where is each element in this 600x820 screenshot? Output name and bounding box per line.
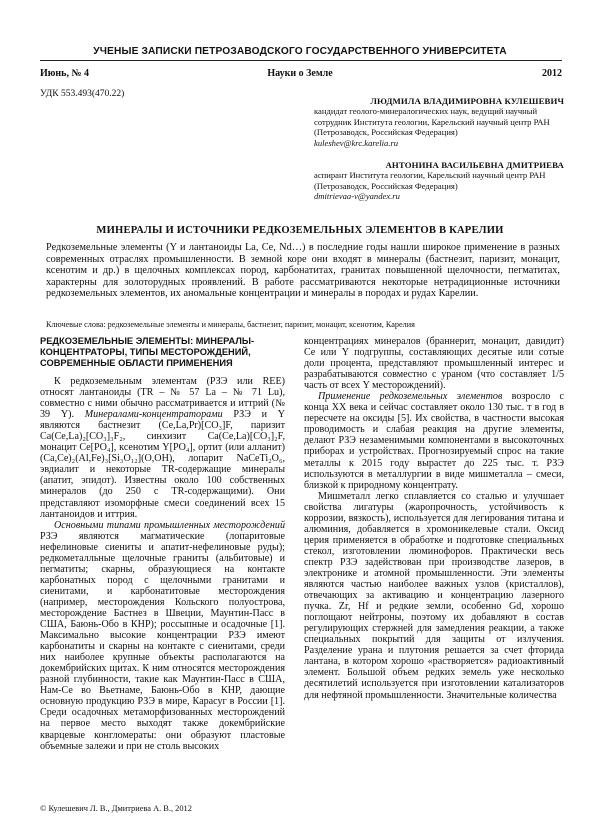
author-email[interactable]: dmitrievaa-v@yandex.ru [314,191,400,202]
text-run: возросло с конца XX века и сейчас составляет около 130 тыс. т в год в пересчете на оксиды [5]. Их свойства, в частности высокая проводимость и слабая реакция на другие элементы, делают РЗЭ незаменимыми компонентами в высокоточных приборах и устройствах. Прогнозируемый спрос на такие металлы к 2015 году вырастет до 225 тыс. т. РЗЭ используются в металлургии в виде мишметалла – смеси, близкой к природному концентрату. [304,391,564,491]
paragraph: Мишметалл легко сплавляется со сталью и улучшает свойства лигатуры (жаропрочность, устойчивость к коррозии, вязкость), используется для легирования титана и алюминия, добавляется в хромоникелевые стали. Оксид церия применяется в обработке и подготовке специальных стекол, изготовлении люминофоров. Практически весь спектр РЗЭ задействован при производстве лазеров, в электронике и атомной промышленности. Эти элементы являются частью наиболее важных узлов (кристаллов), отвечающих за активацию и концентрацию лазерного пучка. Zr, Hf и редкие земли, особенно Gd, хорошо поглощают нейтроны, поэтому их добавляют в состав регулирующих стержней для замедления реакции, а также специальных покрытий для защиты от излучения. Разделение урана и плутония решается за счет фторида лантана, в котором хорошо «растворяется» радиоактивный элемент. Большой объем редких земель уже несколько десятилетий используется при изготовлении катализаторов для нефтяной промышленности. Значительные количества [304,490,564,701]
author-affiliation: аспирант Института геологии, Карельский научный центр РАН (Петрозаводск, Российская Федерация) [314,170,546,191]
paragraph [40,376,285,520]
abstract: Редкоземельные элементы (Y и лантаноиды La, Ce, Nd…) в последние годы нашли широкое применение в разных современных отраслях промышленности. В земной коре они входят в минералы (бастнезит, паризит, монацит, ксенотим и др.) в щелочных комплексах пород, карбонатитах, гранитах повышенной щелочности, пегматитах, характерны для золоторудных проявлений. В работе рассматриваются некоторые нетрадиционные источники редкоземельных элементов, их аномальные концентрации и минералы в породах и рудах Карелии. [46,242,560,300]
article-title: МИНЕРАЛЫ И ИСТОЧНИКИ РЕДКОЗЕМЕЛЬНЫХ ЭЛЕМЕНТОВ В КАРЕЛИИ [96,225,504,236]
text-run: К редкоземельным элементам (РЗЭ или REE) относят лантаноиды (TR – № 57 La – № 71 Lu), совместно с ними обычно рассматривается и иттрий (№ 39 Y). [40,376,285,421]
author-name: АНТОНИНА ВАСИЛЬЕВНА ДМИТРИЕВА [385,160,564,170]
issue-number: Июнь, № 4 [40,68,90,79]
paragraph: концентрациях минералов (браннерит, монацит, давидит) Ce или Y подгруппы, составляющих десятые или сотые доли процента, представляют промышленный интерес и разрабатываются совместно с ураном (что составляет 1/5 часть от всех Y месторождений). [304,336,564,392]
author-affiliation: кандидат геолого-минералогических наук, ведущий научный сотрудник Института геологии, Карельский научный центр РАН (Петрозаводск, Российская Федерация) [314,106,550,138]
author-block-1 [314,96,564,148]
author-block-2 [314,160,564,202]
text-run: РЗЭ и Y являются бастнезит (Ce,La,Pr)[CO₃]F, паризит Ca(Ce,La)₂[CO₃]₃F₂, синхизит Ca(Ce,La)[CO₃]₂F, монацит Ce[PO₄], ксенотим Y[PO₄], ортит (или алланит) (Ca,Ce)₂(Al,Fe)₃[Si₃O₁₂](O,OH), лопарит NaCeTi₂O₆, эвдиалит и некоторые TR-содержащие минералы (апатит, эпидот). Известны около 100 собственных минералов (до 250 с TR-содержащими). Они представляют изоморфные смеси соединений всех 15 лантаноидов и иттрия. [40,409,286,520]
text-run: РЗЭ являются магматические (лопаритовые нефелиновые сиениты и апатит-нефелиновые руды); редкометалльные щелочные граниты (альбитовые) и пегматиты; скарны, образующиеся на контакте карбонатных пород с щелочными гранитами и сиенитами, и карбонатитовые месторождения (например, месторождения Кольского полуострова, месторождение Бастнез в Швеции, Маунтин-Пасс в США, Баюнь-Обо в КНР); россыпные и осадочные [1]. Максимально высокие концентрации РЗЭ имеют карбонатиты и скарны на контакте с сиенитами, среди них наиболее крупные объекты располагаются на докембрийских щитах. К ним относятся месторождения разной глубинности, такие как Маунтин-Пасс в США, Нам-Се во Вьетнаме, Баюнь-Обо в КНР, дающие основную продукцию РЗЭ в мире, Карасуг в России [1]. Среди осадочных метаморфизованных месторождений на первое место выходят также докембрийские кварцевые конгломераты: они образуют пластовые объемные залежи и при не столь высоких [40,530,285,752]
italic-term: Минералами-концентраторами [84,409,223,421]
issue-year: 2012 [542,68,562,79]
paragraph [304,391,564,490]
section-name: Науки о Земле [267,68,333,79]
paragraph [40,520,285,752]
keywords: Ключевые слова: редкоземельные элементы и минералы, бастнезит, паризит, монацит, ксенотим, Карелия [46,320,415,329]
header-rule [40,60,562,61]
copyright-note: © Кулешевич Л. В., Дмитриева А. В., 2012 [40,804,192,813]
italic-term: Применение редкоземельных элементов [318,391,503,403]
journal-title: УЧЕНЫЕ ЗАПИСКИ ПЕТРОЗАВОДСКОГО ГОСУДАРСТВЕННОГО УНИВЕРСИТЕТА [93,46,507,57]
author-email[interactable]: kuleshev@krc.karelia.ru [314,137,399,148]
italic-term: Основными типами промышленных месторождений [54,519,285,531]
left-column [40,376,285,752]
author-name: ЛЮДМИЛА ВЛАДИМИРОВНА КУЛЕШЕВИЧ [370,96,564,106]
section-heading: РЕДКОЗЕМЕЛЬНЫЕ ЭЛЕМЕНТЫ: МИНЕРАЛЫ-КОНЦЕНТРАТОРЫ, ТИПЫ МЕСТОРОЖДЕНИЙ, СОВРЕМЕННЫЕ ОБЛАСТИ ПРИМЕНЕНИЯ [40,336,255,368]
udk-code: УДК 553.493(470.22) [40,89,125,99]
right-column [304,336,564,701]
